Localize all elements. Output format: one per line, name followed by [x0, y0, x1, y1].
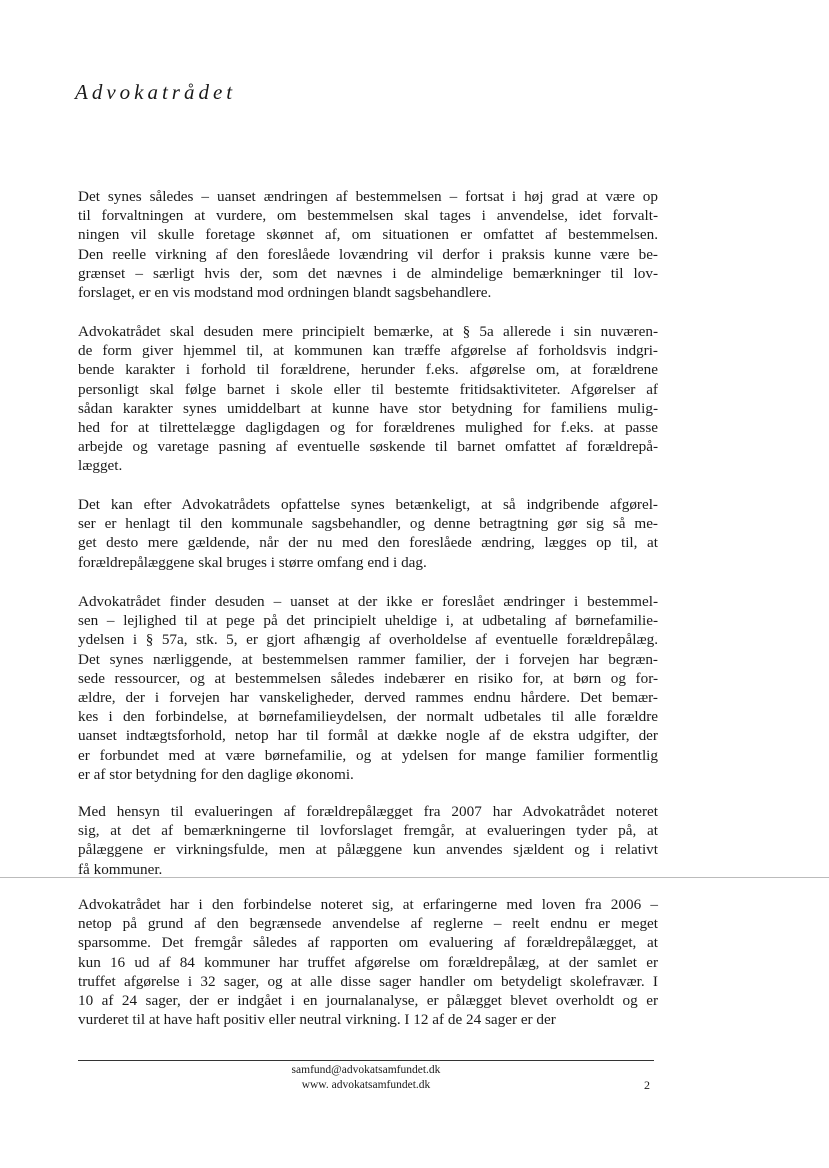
paragraph-1 [78, 187, 658, 302]
text-line: ydelsen i § 57a, stk. 5, er gjort afhængig af overholdelse af eventuelle forældrepålæg. [78, 631, 658, 649]
text-line: sparsomme. Det fremgår således af rapporten om evaluering af forældrepålægget, at [78, 934, 658, 952]
text-line: netop på grund af den begrænsede anvendelse af reglerne – reelt endnu er meget [78, 915, 658, 933]
text-line: hed for at tilrettelægge dagligdagen og for forældrenes mulighed for f.eks. at passe [78, 419, 658, 437]
text-line: er af stor betydning for den daglige økonomi. [78, 765, 354, 783]
text-line: få kommuner. [78, 860, 163, 878]
text-line: get desto mere gældende, når der nu med den foreslåede ændring, lægges op til, at [78, 534, 658, 552]
text-line: bende karakter i forhold til forældrene, herunder f.eks. afgørelse om, at forældrene [78, 361, 658, 379]
page-break-line [0, 877, 829, 878]
text-line: arbejde og varetage pasning af eventuelle søskende til barnet omfattet af forældrepå- [78, 438, 658, 456]
text-line: truffet afgørelse i 32 sager, og at alle disse sager handler om betydeligt skolefravær. I [78, 972, 658, 990]
text-line: sede ressourcer, og at bestemmelsen således indebærer en risiko for, at børn og for- [78, 669, 658, 687]
text-line: Advokatrådet har i den forbindelse noteret sig, at erfaringerne med loven fra 2006 – [78, 896, 658, 913]
text-line: er forbundet med at være børnefamilie, og at ydelsen for mange familier formentlig [78, 746, 658, 764]
text-line: de form giver hjemmel til, at kommunen kan træffe afgørelse af forholdsvis indgri- [78, 342, 658, 360]
text-line: pålæggene er virkningsfulde, men at pålæggene kun anvendes sjældent og i relativt [78, 841, 658, 859]
text-line: Den reelle virkning af den foreslåede lovændring vil derfor i praksis kunne være be- [78, 245, 658, 263]
paragraph-4 [78, 592, 658, 784]
paragraph-6 [78, 895, 658, 1029]
text-line: personligt skal følge barnet i skole eller til bestemte fritidsaktiviteter. Afgørelser af [78, 380, 658, 398]
letterhead-title: Advokatrådet [75, 80, 237, 104]
text-line: lægget. [78, 457, 123, 475]
paragraph-5 [78, 802, 658, 879]
text-line: Advokatrådet skal desuden mere principielt bemærke, at § 5a allerede i sin nuværen- [78, 323, 658, 340]
text-line: Med hensyn til evalueringen af forældrepålægget fra 2007 har Advokatrådet noteret [78, 803, 658, 820]
text-line: vurderet til at have haft positiv eller neutral virkning. I 12 af de 24 sager er der [78, 1011, 556, 1029]
text-line: kun 16 ud af 84 kommuner har truffet afgørelse om forældrepålæg, at der samlet er [78, 953, 658, 971]
footer-email: samfund@advokatsamfundet.dk [291, 1064, 441, 1076]
text-line: Det kan efter Advokatrådets opfattelse synes betænkeligt, at så indgribende afgørel- [78, 496, 658, 513]
text-line: kes i den forbindelse, at børnefamilieydelsen, der normalt udbetales til alle forældre [78, 708, 658, 726]
text-line: sig, at det af bemærkningerne til lovforslaget fremgår, at evalueringen tyder på, at [78, 822, 658, 840]
text-line: ningen vil skulle foretage skønnet af, om situationen er omfattet af bestemmelsen. [78, 226, 658, 244]
paragraph-2 [78, 322, 658, 476]
text-line: sen – lejlighed til at pege på det principielt uheldige i, at udbetaling af børnefamilie- [78, 612, 658, 630]
text-line: forslaget, er en vis modstand mod ordningen blandt sagsbehandlere. [78, 284, 492, 302]
page-number: 2 [644, 1078, 650, 1092]
paragraph-3 [78, 495, 658, 572]
text-line: Advokatrådet finder desuden – uanset at der ikke er foreslået ændringer i bestemmel- [78, 593, 658, 610]
footer-website: www. advokatsamfundet.dk [301, 1079, 431, 1091]
text-line: uanset indtægtsforhold, netop har til formål at dække nogle af de ekstra udgifter, der [78, 727, 658, 745]
text-line: grænset – særligt hvis der, som det nævnes i de almindelige bemærkninger til lov- [78, 264, 658, 282]
text-line: Det synes således – uanset ændringen af bestemmelsen – fortsat i høj grad at være op [78, 188, 658, 205]
text-line: Det synes nærliggende, at bestemmelsen rammer familier, der i forvejen har begræn- [78, 650, 658, 668]
text-line: sådan karakter synes umiddelbart at kunne have stor betydning for familiens mulig- [78, 399, 658, 417]
text-line: forældrepålæggene skal bruges i større omfang end i dag. [78, 553, 427, 571]
text-line: ser er henlagt til den kommunale sagsbehandler, og denne betragtning gør sig så me- [78, 515, 658, 533]
footer-rule [78, 1060, 654, 1061]
text-line: til forvaltningen at vurdere, om bestemmelsen skal tages i anvendelse, idet forvalt- [78, 207, 658, 225]
text-line: ældre, der i forvejen har vanskeligheder, derved rammes endnu hårdere. Det bemær- [78, 689, 658, 707]
text-line: 10 af 24 sager, der er indgået i en journalanalyse, er pålægget blevet overholdt og er [78, 992, 658, 1010]
